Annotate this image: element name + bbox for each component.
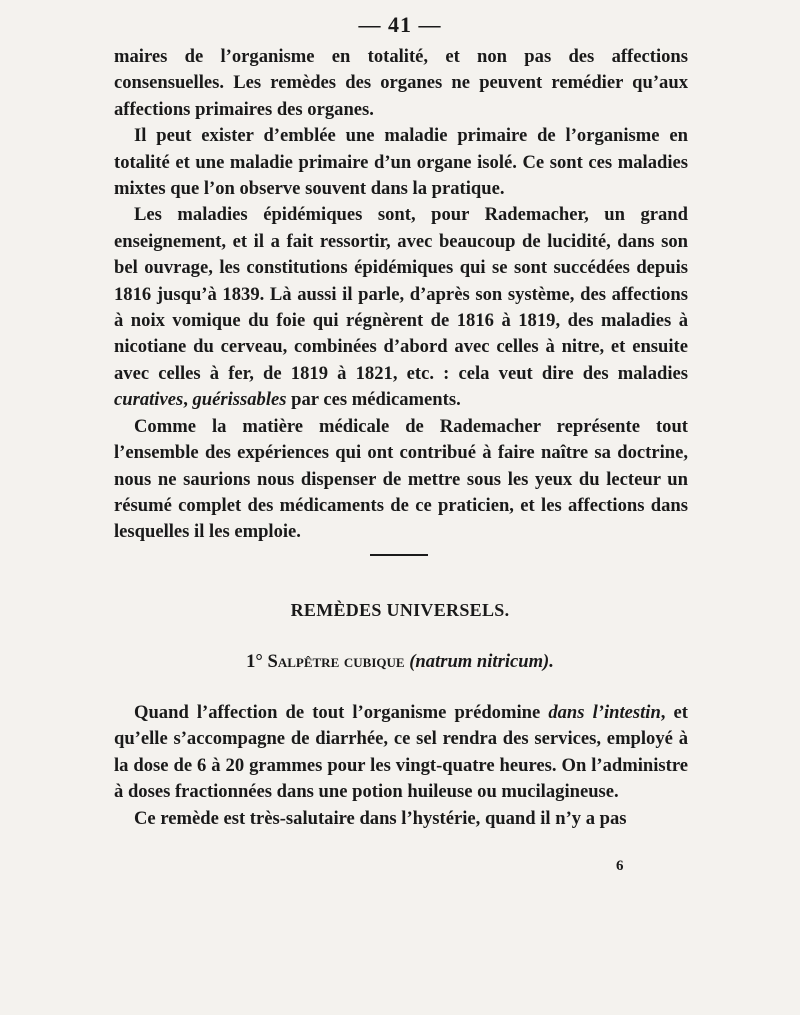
text-segment: Ce remède est très-salutaire dans l’hystérie, quand il n’y a pas (134, 807, 627, 829)
paragraph (114, 414, 688, 546)
paragraph (114, 123, 688, 202)
text-segment: Il peut exister d’emblée une maladie primaire de l’organisme en totalité et une maladie primaire d’un organe isolé. Ce sont ces maladies mixtes que l’on observe souvent dans la pratique. (114, 125, 688, 200)
paragraph (114, 202, 688, 413)
page-number: — 41 — (358, 12, 442, 37)
sub-heading-latin: (natrum nitricum). (409, 651, 554, 672)
body-text-bottom (114, 700, 688, 832)
text-segment: Quand l’affection de tout l’organisme prédomine (134, 702, 549, 723)
paragraph (114, 44, 688, 123)
text-segment: , et qu’elle s’accompagne de diarrhée, ce sel rendra des services, employé à la dose de 6 à 20 grammes pour les vingt-quatre heures. On l’administre à doses fractionnées dans une potion huileuse ou mucilagineuse. (114, 702, 688, 803)
section-divider (370, 554, 428, 556)
italic-text: dans l’intestin (548, 702, 661, 723)
text-segment: maires de l’organisme en totalité, et non pas des affections consensuelles. Les remèdes des organes ne peuvent remédier qu’aux affections primaires des organes. (114, 46, 688, 120)
sub-heading (0, 651, 800, 673)
sub-heading-number: 1° (246, 651, 263, 672)
paragraph (114, 700, 688, 806)
text-segment: , (183, 389, 193, 411)
text-segment: Comme la matière médicale de Rademacher représente tout l’ensemble des expériences qui ont contribué à faire naître sa doctrine, nous ne saurions nous dispenser de mettre sous les yeux du lecteur un résumé complet des médicaments de ce praticien, et les affections dans lesquelles il les emploie. (114, 415, 688, 543)
body-text-top (114, 44, 688, 546)
text-segment: Les maladies épidémiques sont, pour Rademacher, un grand enseignement, et il a fait ressortir, avec beaucoup de lucidité, dans son bel ouvrage, les constitutions épidémiques qui se sont succédées depuis 1816 jusqu’à 1839. Là aussi il parle, d’après son système, des affections à noix vomique du foie qui régnèrent de 1816 à 1819, des maladies à nicotiane du cerveau, combinées d’abord avec celles à nitre, et ensuite avec celles à fer, de 1819 à 1821, etc. : cela veut dire des maladies (114, 204, 688, 384)
italic-text: guérissables (192, 389, 287, 411)
text-segment: par ces médicaments. (286, 389, 461, 411)
section-heading: REMÈDES UNIVERSELS. (290, 600, 510, 620)
signature-mark: 6 (616, 858, 624, 874)
paragraph (114, 806, 688, 832)
sub-heading-title: Salpêtre cubique (267, 651, 405, 672)
italic-text: curatives (114, 389, 184, 411)
